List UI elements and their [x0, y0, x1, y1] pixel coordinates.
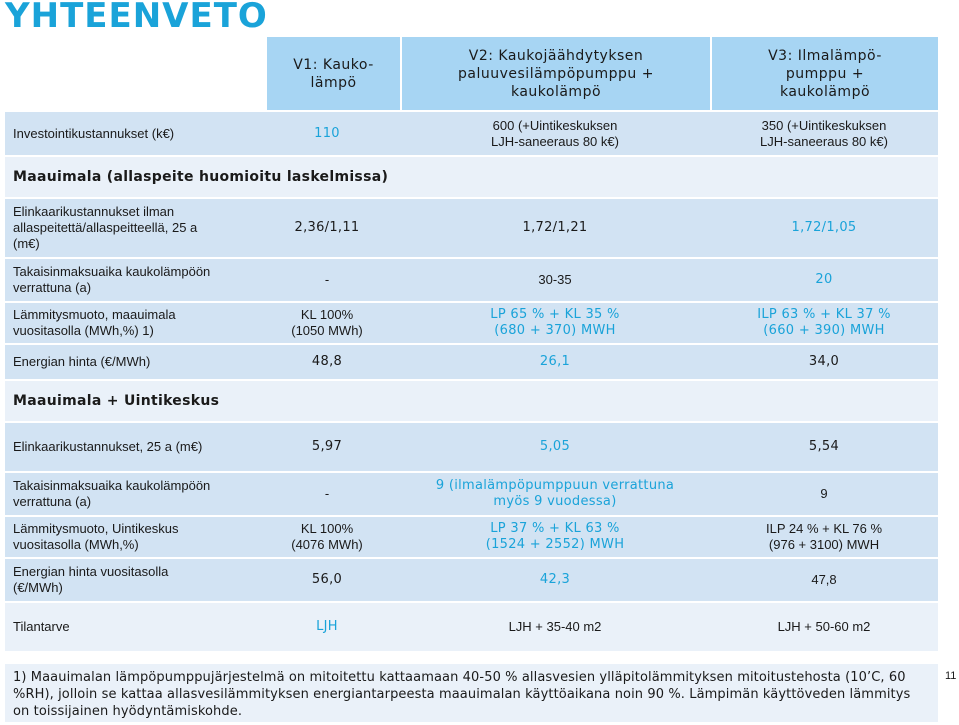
- table-row-hinta-1: [5, 345, 938, 381]
- cell-v3: 5,54: [808, 439, 840, 454]
- cell-v2: 5,05: [539, 439, 571, 454]
- cell-v1: 5,97: [311, 439, 343, 454]
- row-label: Lämmitysmuoto, Uintikeskus vuositasolla (MWh,%): [13, 521, 179, 552]
- cell-v2: 26,1: [539, 354, 571, 369]
- cell-v3: ILP 24 % + KL 76 % (976 + 3100) MWH: [766, 521, 882, 552]
- table-header-row: [5, 37, 938, 112]
- row-label: Takaisinmaksuaika kaukolämpöön verrattuna (a): [13, 478, 211, 509]
- cell-v1: -: [324, 272, 330, 287]
- page-number: 11: [945, 670, 957, 682]
- cell-v2: LJH + 35-40 m2: [508, 619, 602, 634]
- cell-v3: LJH + 50-60 m2: [777, 619, 871, 634]
- cell-v3: 350 (+Uintikeskuksen LJH-saneeraus 80 k€): [760, 117, 888, 149]
- section-title: Maauimala + Uintikeskus: [13, 393, 220, 409]
- table-row-takaisin-1: [5, 259, 938, 303]
- cell-v2: 1,72/1,21: [522, 220, 588, 235]
- cell-v2: 42,3: [539, 572, 571, 587]
- row-label: Elinkaarikustannukset ilman allaspeitettä/allaspeitteellä, 25 a (m€): [13, 204, 198, 251]
- section-header-uintikeskus: [5, 381, 938, 423]
- header-v2-label: V2: Kaukojäähdytyksen paluuvesilämpöpumppu + kaukolämpö: [458, 47, 654, 100]
- row-label: Investointikustannukset (k€): [13, 125, 175, 141]
- section-title: Maauimala (allaspeite huomioitu laskelmissa): [13, 169, 389, 185]
- table-row-hinta-2: [5, 559, 938, 603]
- cell-v1: 56,0: [311, 572, 343, 587]
- cell-v3: 34,0: [808, 354, 840, 369]
- cell-v1: 48,8: [311, 354, 343, 369]
- cell-v3: 1,72/1,05: [791, 220, 857, 235]
- table-row-elinkaari-2: [5, 423, 938, 473]
- header-v3: [712, 37, 938, 110]
- table-row-lammitys-1: [5, 303, 938, 345]
- cell-v1: LJH: [316, 619, 338, 634]
- cell-v3: ILP 63 % + KL 37 % (660 + 390) MWH: [757, 307, 891, 338]
- header-v1-label: V1: Kauko- lämpö: [293, 56, 374, 91]
- cell-v3: 47,8: [811, 572, 837, 587]
- row-label: Energian hinta vuositasolla (€/MWh): [13, 564, 169, 595]
- row-label: Elinkaarikustannukset, 25 a (m€): [13, 439, 203, 454]
- cell-v1: KL 100% (1050 MWh): [291, 307, 363, 338]
- cell-v1: 110: [314, 125, 340, 141]
- header-v2: [402, 37, 710, 110]
- row-label: Takaisinmaksuaika kaukolämpöön verrattuna (a): [13, 264, 211, 295]
- cell-v1: 2,36/1,11: [294, 220, 360, 235]
- cell-v2: LP 65 % + KL 35 % (680 + 370) MWH: [490, 307, 620, 338]
- section-header-maauimala: [5, 157, 938, 199]
- cell-v1: -: [324, 486, 330, 501]
- table-row-investointi: [5, 112, 938, 157]
- row-label: Lämmitysmuoto, maauimala vuositasolla (MWh,%) 1): [13, 307, 176, 338]
- table-row-takaisin-2: [5, 473, 938, 517]
- footnote: 1) Maauimalan lämpöpumppujärjestelmä on mitoitettu kattaamaan 40-50 % allasvesien ylläpitolämmityksen mitoitustehosta (10’C, 60 %RH), jolloin se kattaa allasvesilämmityksen energiantarpeesta maauimalan käyttöaikana noin 90 %. Lämpimän käyttöveden lämmitys on toissijainen hyödyntämiskohde.: [5, 664, 938, 722]
- summary-table: [5, 37, 938, 653]
- row-label: Energian hinta (€/MWh): [13, 354, 151, 369]
- cell-v2: 30-35: [538, 272, 572, 287]
- table-row-tilantarve: [5, 603, 938, 653]
- page-title: YHTEENVETO: [5, 0, 268, 36]
- cell-v2: LP 37 % + KL 63 % (1524 + 2552) MWH: [485, 521, 625, 552]
- header-v3-label: V3: Ilmalämpö- pumppu + kaukolämpö: [768, 47, 882, 100]
- table-row-lammitys-2: [5, 517, 938, 559]
- cell-v3: 9: [820, 486, 828, 501]
- cell-v3: 20: [815, 272, 833, 287]
- table-row-elinkaari-1: [5, 199, 938, 259]
- row-label: Tilantarve: [13, 619, 70, 634]
- cell-v2: 600 (+Uintikeskuksen LJH-saneeraus 80 k€): [491, 117, 619, 149]
- header-v1: [267, 37, 400, 110]
- cell-v1: KL 100% (4076 MWh): [291, 521, 363, 552]
- cell-v2: 9 (ilmalämpöpumppuun verrattuna myös 9 vuodessa): [435, 478, 675, 509]
